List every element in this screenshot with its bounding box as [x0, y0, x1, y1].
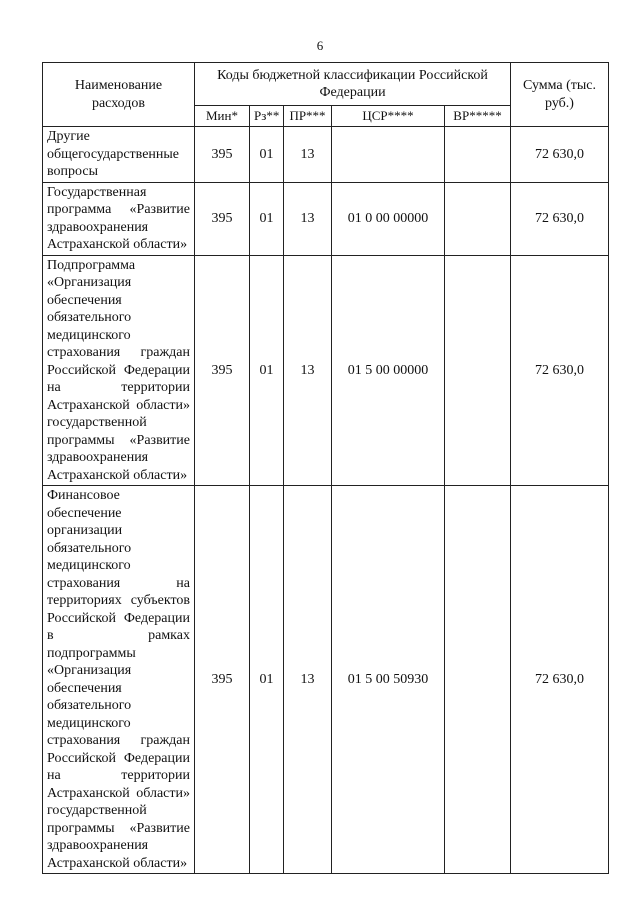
table-row — [43, 255, 609, 486]
row-rz: 01 — [250, 182, 284, 255]
row-vr — [445, 182, 511, 255]
budget-table — [42, 62, 609, 874]
header-codes: Коды бюджетной классификации Российской Федерации — [195, 63, 511, 106]
row-sum: 72 630,0 — [511, 182, 609, 255]
row-vr — [445, 486, 511, 874]
row-csr: 01 5 00 50930 — [332, 486, 445, 874]
table-row — [43, 486, 609, 874]
row-pr: 13 — [284, 486, 332, 874]
row-pr: 13 — [284, 127, 332, 183]
row-vr — [445, 127, 511, 183]
row-csr: 01 0 00 00000 — [332, 182, 445, 255]
row-min: 395 — [195, 182, 250, 255]
row-min: 395 — [195, 255, 250, 486]
row-name: Другие общегосударственные вопросы — [43, 127, 195, 183]
row-min: 395 — [195, 127, 250, 183]
header-sum: Сумма (тыс. руб.) — [511, 63, 609, 127]
row-name: Государственная программа «Развитие здравоохранения Астраханской области» — [43, 182, 195, 255]
row-csr: 01 5 00 00000 — [332, 255, 445, 486]
subheader-pr: ПР*** — [284, 106, 332, 127]
row-name: Подпрограмма «Организация обеспечения обязательного медицинского страхования граждан Российской Федерации на территории Астраханской области» государственной программы «Развитие здравоохранения Астраханской области» — [43, 255, 195, 486]
header-row — [43, 63, 609, 106]
row-vr — [445, 255, 511, 486]
row-sum: 72 630,0 — [511, 127, 609, 183]
row-rz: 01 — [250, 127, 284, 183]
row-csr — [332, 127, 445, 183]
row-name: Финансовое обеспечение организации обязательного медицинского страхования на территориях субъектов Российской Федерации в рамках подпрограммы «Организация обеспечения обязательного медицинского страхования граждан Российской Федерации на территории Астраханской области» государственной программы «Развитие здравоохранения Астраханской области» — [43, 486, 195, 874]
row-min: 395 — [195, 486, 250, 874]
row-pr: 13 — [284, 182, 332, 255]
subheader-rz: Рз** — [250, 106, 284, 127]
page-number: 6 — [316, 38, 324, 53]
subheader-vr: ВР***** — [445, 106, 511, 127]
row-rz: 01 — [250, 255, 284, 486]
row-rz: 01 — [250, 486, 284, 874]
header-name: Наименование расходов — [43, 63, 195, 127]
subheader-csr: ЦСР**** — [332, 106, 445, 127]
row-sum: 72 630,0 — [511, 255, 609, 486]
row-pr: 13 — [284, 255, 332, 486]
subheader-min: Мин* — [195, 106, 250, 127]
table-row — [43, 182, 609, 255]
row-sum: 72 630,0 — [511, 486, 609, 874]
table-row — [43, 127, 609, 183]
